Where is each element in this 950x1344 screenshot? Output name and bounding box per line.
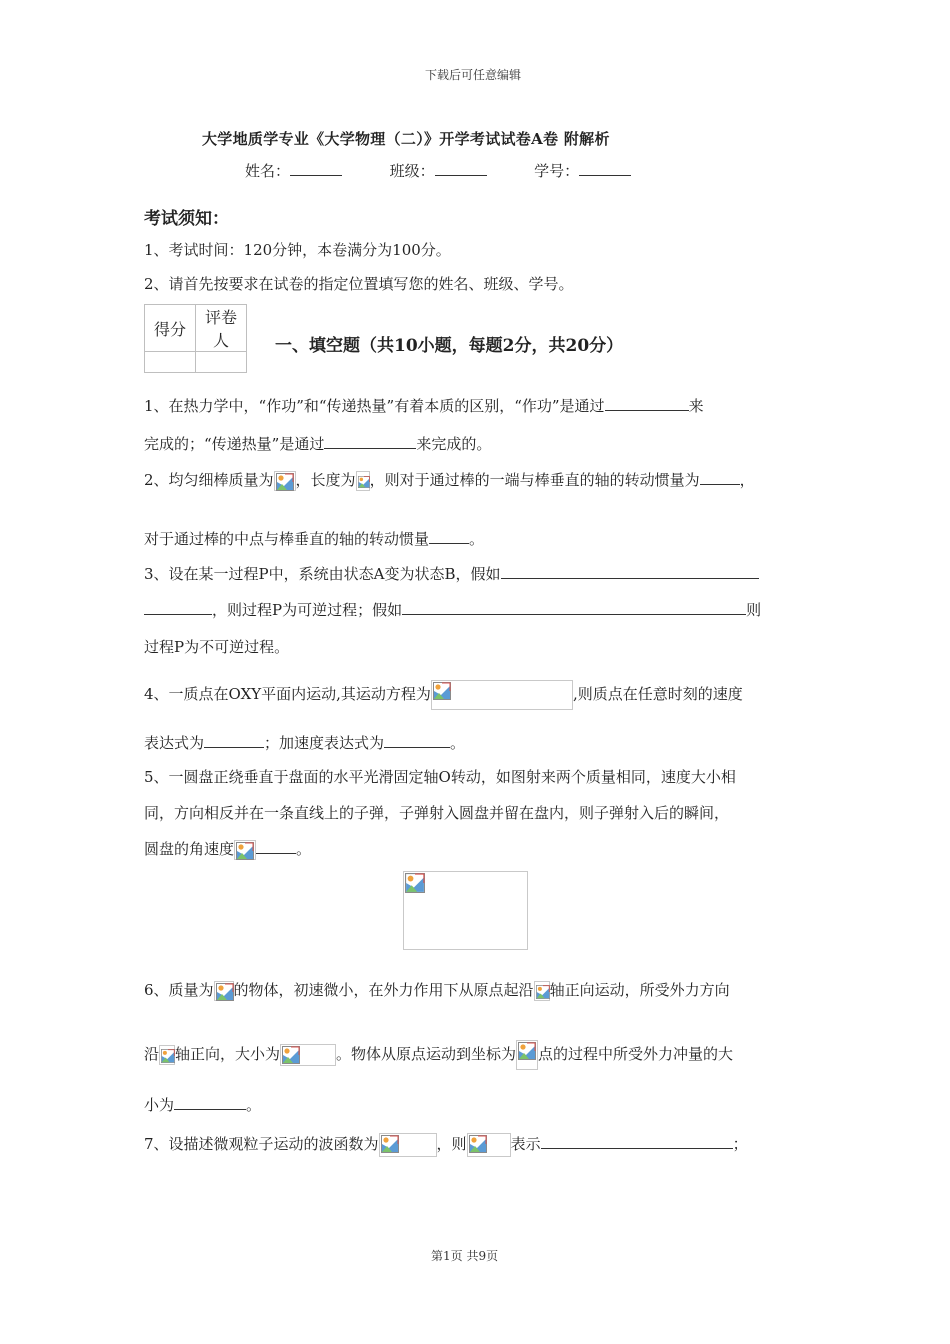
grader-header: 评卷人 bbox=[196, 305, 247, 352]
page-footer: 第1页 共9页 bbox=[431, 1249, 499, 1263]
question-4-line-1 bbox=[144, 680, 743, 710]
q2-blank-2[interactable] bbox=[429, 529, 469, 544]
q2-text-c: ，则对于通过棒的一端与棒垂直的轴的转动惯量为 bbox=[369, 471, 700, 489]
q7-blank-1[interactable] bbox=[541, 1134, 733, 1149]
q5-text-c: 圆盘的角速度 bbox=[144, 840, 235, 858]
q1-blank-1[interactable] bbox=[605, 396, 689, 411]
q4-text-a: 4、一质点在OXY平面内运动,其运动方程为 bbox=[144, 685, 431, 703]
question-2-line-1 bbox=[144, 470, 755, 491]
q1-text-c: 完成的；“传递热量”是通过 bbox=[144, 435, 325, 453]
q6-text-e: 轴正向，大小为 bbox=[175, 1045, 281, 1063]
score-header: 得分 bbox=[145, 305, 196, 352]
q6-text-d: 沿 bbox=[144, 1045, 160, 1063]
id-blank[interactable] bbox=[579, 161, 631, 176]
q3-text-d: 过程P为不可逆过程。 bbox=[144, 638, 290, 656]
q2-text-f: 。 bbox=[469, 530, 485, 548]
q3-blank-1[interactable] bbox=[501, 564, 759, 579]
q4-text-d: ；加速度表达式为 bbox=[264, 734, 385, 752]
q4-text-b: ,则质点在任意时刻的速度 bbox=[572, 685, 743, 703]
q1-text-b: 来 bbox=[688, 397, 704, 415]
q4-blank-2[interactable] bbox=[384, 733, 450, 748]
q6-blank-1[interactable] bbox=[174, 1095, 246, 1110]
question-6-line-2 bbox=[144, 1040, 733, 1070]
q4-text-e: 。 bbox=[450, 734, 466, 752]
q3-text-c: 则 bbox=[746, 601, 762, 619]
q6-text-c: 轴正向运动，所受外力方向 bbox=[549, 981, 730, 999]
question-4-line-2 bbox=[144, 733, 465, 753]
q6-text-f: 。物体从原点运动到坐标为 bbox=[336, 1045, 517, 1063]
q6-text-h: 小为 bbox=[144, 1096, 175, 1114]
question-3-line-3 bbox=[144, 637, 289, 657]
q6-text-a: 6、质量为 bbox=[144, 981, 214, 999]
question-1-line-2 bbox=[144, 434, 491, 454]
broken-image-icon bbox=[274, 471, 296, 491]
broken-image-icon bbox=[356, 471, 370, 491]
exam-title: 大学地质学专业《大学物理（二）》开学考试试卷A卷 附解析 bbox=[202, 130, 610, 148]
q2-text-a: 2、均匀细棒质量为 bbox=[144, 471, 274, 489]
question-1-line-1 bbox=[144, 396, 704, 416]
q6-text-b: 的物体，初速微小，在外力作用下从原点起沿 bbox=[233, 981, 534, 999]
class-blank[interactable] bbox=[435, 161, 487, 176]
question-3-line-1 bbox=[144, 564, 759, 584]
q7-text-c: 表示 bbox=[510, 1135, 541, 1153]
score-cell[interactable] bbox=[145, 352, 196, 373]
broken-image-icon bbox=[534, 981, 550, 1001]
q6-text-i: 。 bbox=[246, 1096, 262, 1114]
q5-text-d: 。 bbox=[296, 840, 312, 858]
q7-text-b: ，则 bbox=[436, 1135, 467, 1153]
broken-image-icon bbox=[214, 981, 234, 1001]
broken-image-icon bbox=[379, 1133, 437, 1157]
q2-text-d: ， bbox=[739, 471, 755, 489]
q1-text-a: 1、在热力学中，“作功”和“传递热量”有着本质的区别，“作功”是通过 bbox=[144, 397, 605, 415]
q3-blank-2[interactable] bbox=[402, 600, 746, 615]
q1-blank-2[interactable] bbox=[324, 434, 416, 449]
q7-text-d: ； bbox=[732, 1135, 748, 1153]
class-label: 班级： bbox=[389, 162, 435, 180]
broken-image-icon bbox=[516, 1040, 538, 1070]
q2-text-b: ，长度为 bbox=[295, 471, 356, 489]
question-6-line-3 bbox=[144, 1095, 261, 1115]
broken-image-icon bbox=[431, 680, 573, 710]
name-label: 姓名： bbox=[245, 162, 291, 180]
figure-placeholder bbox=[403, 871, 528, 950]
question-5-line-1: 5、一圆盘正绕垂直于盘面的水平光滑固定轴O转动，如图射来两个质量相同，速度大小相 bbox=[144, 768, 736, 786]
q7-text-a: 7、设描述微观粒子运动的波函数为 bbox=[144, 1135, 379, 1153]
header-note: 下载后可任意编辑 bbox=[425, 68, 522, 82]
question-6-line-1 bbox=[144, 980, 730, 1001]
question-7-line-1 bbox=[144, 1133, 748, 1157]
q5-blank-1[interactable] bbox=[256, 839, 296, 854]
q6-text-g: 点的过程中所受外力冲量的大 bbox=[538, 1045, 734, 1063]
q3-blank-1-cont[interactable] bbox=[144, 600, 212, 615]
question-5-line-2: 同，方向相反并在一条直线上的子弹，子弹射入圆盘并留在盘内，则子弹射入后的瞬间， bbox=[144, 804, 730, 822]
broken-image-icon bbox=[280, 1044, 336, 1066]
question-2-line-2 bbox=[144, 529, 484, 549]
notice-item-2: 2、请首先按要求在试卷的指定位置填写您的姓名、班级、学号。 bbox=[144, 275, 574, 293]
section-title: 一、填空题（共10小题，每题2分，共20分） bbox=[275, 336, 624, 356]
student-info bbox=[245, 160, 631, 181]
name-blank[interactable] bbox=[290, 161, 342, 176]
question-3-line-2 bbox=[144, 600, 761, 620]
question-5-line-3 bbox=[144, 839, 311, 860]
notice-heading: 考试须知： bbox=[144, 209, 229, 229]
q3-text-a: 3、设在某一过程P中，系统由状态A变为状态B，假如 bbox=[144, 565, 501, 583]
q2-text-e: 对于通过棒的中点与棒垂直的轴的转动惯量 bbox=[144, 530, 430, 548]
broken-image-icon bbox=[159, 1045, 175, 1065]
q3-text-b: ，则过程P为可逆过程；假如 bbox=[212, 601, 403, 619]
id-label: 学号： bbox=[534, 162, 580, 180]
grader-cell[interactable] bbox=[196, 352, 247, 373]
q4-text-c: 表达式为 bbox=[144, 734, 205, 752]
q4-blank-1[interactable] bbox=[204, 733, 264, 748]
notice-item-1: 1、考试时间：120分钟，本卷满分为100分。 bbox=[144, 241, 451, 259]
score-table bbox=[144, 304, 247, 373]
broken-image-icon bbox=[467, 1133, 511, 1157]
q2-blank-1[interactable] bbox=[700, 470, 740, 485]
broken-image-icon bbox=[234, 840, 256, 860]
q1-text-d: 来完成的。 bbox=[416, 435, 492, 453]
